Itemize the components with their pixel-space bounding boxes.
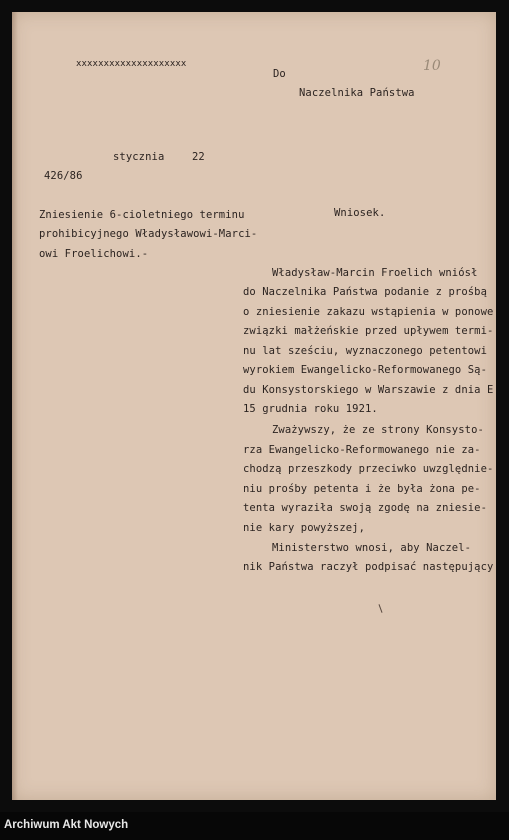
body-line: niu prośby petenta i że była żona pe- bbox=[243, 483, 481, 495]
subject-line: owi Froelichowi.- bbox=[39, 248, 149, 260]
pencil-tick-mark bbox=[378, 604, 382, 613]
body-line: nu lat sześciu, wyznaczonego petentowi bbox=[243, 345, 488, 357]
document-title: Wniosek. bbox=[334, 207, 386, 219]
body-line: Ministerstwo wnosi, aby Naczel- bbox=[272, 542, 472, 554]
archive-footer bbox=[0, 812, 509, 840]
body-line: Władysław-Marcin Froelich wniósł bbox=[272, 267, 478, 279]
body-line: do Naczelnika Państwa podanie z prośbą bbox=[243, 286, 488, 298]
body-line: związki małżeńskie przed upływem termi- bbox=[243, 325, 494, 337]
body-line: chodzą przeszkody przeciwko uwzględnie- bbox=[243, 463, 494, 475]
subject-line: prohibicyjnego Władysławowi-Marci- bbox=[39, 228, 258, 240]
address-to: Do bbox=[273, 68, 286, 80]
body-line: o zniesienie zakazu wstąpienia w ponowe bbox=[243, 306, 494, 318]
body-line: wyrokiem Ewangelicko-Reformowanego Są- bbox=[243, 364, 488, 376]
body-line: tenta wyraziła swoją zgodę na zniesie- bbox=[243, 502, 488, 514]
body-line: 15 grudnia roku 1921. bbox=[243, 403, 378, 415]
body-line: Zważywszy, że ze strony Konsysto- bbox=[272, 424, 484, 436]
date-day: 22 bbox=[192, 151, 205, 163]
archive-name: Archiwum Akt Nowych bbox=[4, 819, 129, 831]
subject-line: Zniesienie 6-cioletniego terminu bbox=[39, 209, 245, 221]
body-line: rza Ewangelicko-Reformowanego nie za- bbox=[243, 444, 481, 456]
page-number-mark: 10 bbox=[423, 58, 441, 74]
address-recipient: Naczelnika Państwa bbox=[299, 87, 415, 99]
body-line: nie kary powyższej, bbox=[243, 522, 366, 534]
date-month: stycznia bbox=[113, 151, 165, 163]
reference-number: 426/86 bbox=[44, 170, 83, 182]
struck-header: xxxxxxxxxxxxxxxxxxxx bbox=[76, 59, 187, 69]
body-line: du Konsystorskiego w Warszawie z dnia E bbox=[243, 384, 494, 396]
document-page bbox=[12, 12, 496, 800]
body-line: nik Państwa raczył podpisać następujący bbox=[243, 561, 494, 573]
